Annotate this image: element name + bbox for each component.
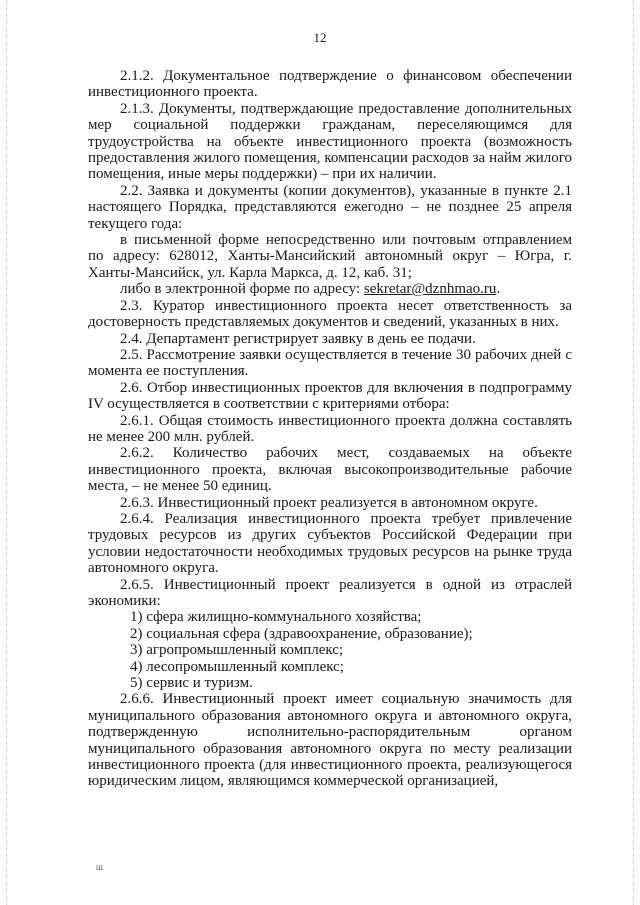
footer-mark: ш bbox=[96, 862, 103, 872]
paragraph bbox=[88, 331, 572, 347]
list-item bbox=[88, 659, 572, 675]
paragraph-text: 2.6.3. Инвестиционный проект реализуется в автономном округе. bbox=[120, 494, 538, 511]
paragraph bbox=[88, 183, 572, 232]
paragraph bbox=[88, 445, 572, 494]
paragraph bbox=[88, 380, 572, 413]
document-body bbox=[88, 68, 572, 790]
paragraph-text: 2.1.2. Документальное подтверждение о финансовом обеспечении инвестиционного проекта. bbox=[88, 68, 572, 101]
paragraph bbox=[88, 691, 572, 789]
paragraph-text: 5) сервис и туризм. bbox=[130, 675, 253, 692]
paragraph-text: 3) агропромышленный комплекс; bbox=[130, 642, 344, 659]
paragraph-text: 2.2. Заявка и документы (копии документов), указанные в пункте 2.1 настоящего Порядка, представляются ежегодно – не позднее 25 апреля текущего года: bbox=[88, 182, 572, 232]
paragraph bbox=[88, 511, 572, 577]
paragraph-text: 2.6.2. Количество рабочих мест, создаваемых на объекте инвестиционного проекта, включая высокопроизводительные рабочие места, – не менее 50 единиц. bbox=[88, 445, 572, 495]
paragraph bbox=[88, 68, 572, 101]
list-item bbox=[88, 675, 572, 691]
paragraph-text: 2.4. Департамент регистрирует заявку в день ее подачи. bbox=[120, 330, 476, 347]
paragraph bbox=[88, 347, 572, 380]
paragraph-text: 2.6.5. Инвестиционный проект реализуется в одной из отраслей экономики: bbox=[88, 576, 572, 609]
paragraph-suffix: . bbox=[496, 281, 501, 298]
list-item bbox=[88, 642, 572, 658]
paragraph bbox=[88, 101, 572, 183]
paragraph-text: 2.6.1. Общая стоимость инвестиционного проекта должна составлять не менее 200 млн. рублей. bbox=[88, 412, 572, 445]
paragraph-text: 1) сфера жилищно-коммунального хозяйства; bbox=[130, 609, 422, 626]
paragraph bbox=[88, 577, 572, 610]
paragraph bbox=[88, 232, 572, 281]
paragraph bbox=[88, 281, 572, 297]
paragraph bbox=[88, 298, 572, 331]
paragraph-text: 2.6. Отбор инвестиционных проектов для включения в подпрограмму IV осуществляется в соответствии с критериями отбора: bbox=[88, 379, 572, 413]
page-number: 12 bbox=[313, 30, 327, 45]
email-link[interactable]: sekretar@dznhmao.ru bbox=[363, 281, 497, 298]
list-item bbox=[88, 609, 572, 625]
paragraph bbox=[88, 495, 572, 511]
paragraph-text: 2.3. Куратор инвестиционного проекта несет ответственность за достоверность представляемых документов и сведений, указанных в них. bbox=[88, 297, 572, 331]
paragraph-text: 2.6.6. Инвестиционный проект имеет социальную значимость для муниципального образования автономного округа и автономного округа, подтвержденную исполнительно-распорядительным органом муниципального образования автономного округа по месту реализации инвестиционного проекта (для инвестиционного проекта, реализующегося юридическим лицом, являющимся коммерческой организацией, bbox=[88, 691, 572, 790]
paragraph-text: 2.5. Рассмотрение заявки осуществляется в течение 30 рабочих дней с момента ее поступления. bbox=[88, 346, 572, 380]
paragraph-text: 2.1.3. Документы, подтверждающие предоставление дополнительных мер социальной поддержки гражданам, переселяющимся для трудоустройства на объекте инвестиционного проекта (возможность предоставления жилого помещения, компенсации расходов за найм жилого помещения, иные меры поддержки) – при их наличии. bbox=[88, 100, 572, 183]
paragraph-text: в письменной форме непосредственно или почтовым отправлением по адресу: 628012, Ханты-Мансийский автономный округ – Югра, г. Ханты-Мансийск, ул. Карла Маркса, д. 12, каб. 31; bbox=[88, 232, 572, 281]
list-item bbox=[88, 626, 572, 642]
scan-edge-right bbox=[633, 0, 634, 905]
paragraph-text: 4) лесопромышленный комплекс; bbox=[130, 658, 344, 675]
paragraph-text: 2.6.4. Реализация инвестиционного проекта требует привлечение трудовых ресурсов из других субъектов Российской Федерации при условии недостаточности необходимых трудовых ресурсов на рынке труда автономного округа. bbox=[88, 510, 572, 577]
paragraph-text: 2) социальная сфера (здравоохранение, образование); bbox=[130, 625, 473, 642]
paragraph bbox=[88, 413, 572, 446]
paragraph-text: либо в электронной форме по адресу: bbox=[120, 281, 364, 298]
scan-edge-left bbox=[6, 0, 7, 905]
